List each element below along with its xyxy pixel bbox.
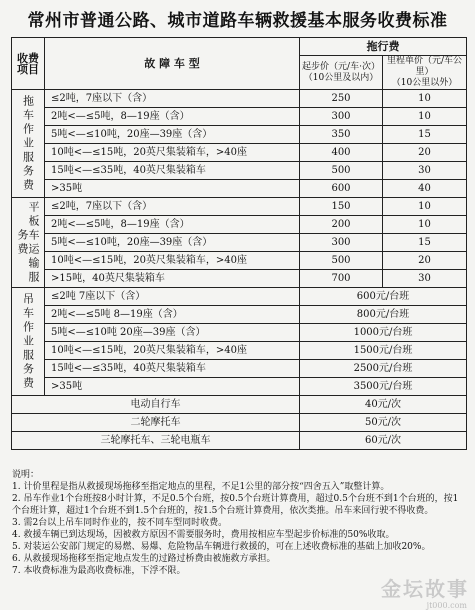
crane-fee: 1500元/台班 bbox=[300, 342, 467, 360]
tow-mile-price: 10 bbox=[383, 90, 467, 108]
note-3: 3. 需2台以上吊车同时作业的，按不同车型同时收费。 bbox=[12, 518, 228, 528]
tow-start-price: 350 bbox=[300, 126, 383, 144]
crane-type: ≤2吨 7座以下（含） bbox=[45, 288, 300, 306]
header-fault-type: 故 障 车 型 bbox=[45, 38, 300, 90]
tow-mile-price: 10 bbox=[383, 108, 467, 126]
other-type: 二轮摩托车 bbox=[12, 414, 300, 432]
crane-row bbox=[12, 378, 467, 396]
tow-mile-price: 15 bbox=[383, 126, 467, 144]
tow-type: ≤2吨，7座以下（含） bbox=[45, 90, 300, 108]
tow-type: 15吨<—≤35吨，40英尺集装箱车 bbox=[45, 162, 300, 180]
flatbed-type: 5吨<—≤10吨，20座—39座（含） bbox=[45, 234, 300, 252]
note-4: 4. 救援车辆已到达现场，因被救方原因不需要服务时，费用按相应车型起步价标准的50%收取。 bbox=[12, 530, 395, 540]
tow-row bbox=[12, 144, 467, 162]
flatbed-start-price: 300 bbox=[300, 234, 383, 252]
crane-row bbox=[12, 342, 467, 360]
other-row bbox=[12, 396, 467, 414]
notes-label: 说明： bbox=[12, 470, 40, 480]
tow-type: 5吨<—≤10吨，20座—39座（含） bbox=[45, 126, 300, 144]
page-title: 常州市普通公路、城市道路车辆救援基本服务收费标准 bbox=[27, 11, 448, 31]
other-type: 三轮摩托车、三轮电瓶车 bbox=[12, 432, 300, 450]
flatbed-row bbox=[12, 198, 467, 216]
other-fee: 40元/次 bbox=[300, 396, 467, 414]
flatbed-start-price: 700 bbox=[300, 270, 383, 288]
other-type: 电动自行车 bbox=[12, 396, 300, 414]
tow-row bbox=[12, 162, 467, 180]
tow-mile-price: 20 bbox=[383, 144, 467, 162]
flatbed-mile-price: 30 bbox=[383, 270, 467, 288]
flatbed-start-price: 150 bbox=[300, 198, 383, 216]
crane-row bbox=[12, 324, 467, 342]
header-item bbox=[12, 38, 45, 90]
flatbed-mile-price: 20 bbox=[383, 252, 467, 270]
header-mile-price-label: 里程单价（元/车公里） bbox=[386, 56, 463, 77]
flatbed-row bbox=[12, 216, 467, 234]
flatbed-type: >15吨，40英尺集装箱车 bbox=[45, 270, 300, 288]
flatbed-row bbox=[12, 252, 467, 270]
header-mile-price-sub: （10公里以外） bbox=[391, 78, 458, 88]
watermark-url: jt000.com bbox=[426, 601, 467, 610]
notes bbox=[12, 469, 464, 577]
crane-row bbox=[12, 360, 467, 378]
tow-row bbox=[12, 126, 467, 144]
category-tow-label: 拖车作业服务费 bbox=[21, 94, 35, 193]
category-crane-label: 吊车作业服务费 bbox=[21, 292, 35, 391]
flatbed-mile-price: 15 bbox=[383, 234, 467, 252]
tow-mile-price: 30 bbox=[383, 162, 467, 180]
note-5: 5. 对装运公安部门规定的易燃、易爆、危险物品车辆进行救援的，可在上述收费标准的基础上加收20%。 bbox=[12, 542, 431, 552]
flatbed-mile-price: 10 bbox=[383, 216, 467, 234]
tow-row bbox=[12, 90, 467, 108]
crane-row bbox=[12, 288, 467, 306]
tow-type: 10吨<—≤15吨，20英尺集装箱车，>40座 bbox=[45, 144, 300, 162]
header-item-text: 收费 项目 bbox=[17, 51, 39, 76]
note-1: 1. 计价里程是指从救援现场拖移至指定地点的里程，不足1公里的部分按“四舍五入”取整计算。 bbox=[12, 482, 390, 492]
note-2: 2. 吊车作业1个台班按8小时计算，不足0.5个台班，按0.5个台班计算费用，超过0.5个台班不到1个台班的，按1个台班计算，超过1个台班不到1.5个台班的，按1.5个台班计算费用，依次类推。吊车来回行驶不得收费。 bbox=[12, 494, 459, 516]
flatbed-start-price: 500 bbox=[300, 252, 383, 270]
flatbed-type: 10吨<—≤15吨，20英尺集装箱车，>40座 bbox=[45, 252, 300, 270]
crane-fee: 1000元/台班 bbox=[300, 324, 467, 342]
watermark-logo: 金坛故事 bbox=[381, 577, 469, 601]
crane-fee: 800元/台班 bbox=[300, 306, 467, 324]
flatbed-row bbox=[12, 270, 467, 288]
header-mile-price bbox=[383, 56, 467, 90]
crane-type: 5吨<—≤10吨 20座—39座（含） bbox=[45, 324, 300, 342]
header-start-price-label: 起步价（元/车·次） bbox=[302, 61, 380, 72]
header-tow-fee: 拖行费 bbox=[300, 38, 467, 56]
other-row bbox=[12, 414, 467, 432]
crane-type: 10吨<—≤15吨，20英尺集装箱车，>40座 bbox=[45, 342, 300, 360]
crane-type: 2吨<—≤5吨 8—19座（含） bbox=[45, 306, 300, 324]
category-flatbed bbox=[12, 198, 45, 288]
flatbed-row bbox=[12, 234, 467, 252]
tow-start-price: 250 bbox=[300, 90, 383, 108]
tow-mile-price: 40 bbox=[383, 180, 467, 198]
header-start-price-sub: （10公里及以内） bbox=[303, 72, 379, 83]
note-7: 7. 本收费标准为最高收费标准，下浮不限。 bbox=[12, 566, 186, 576]
tow-type: >35吨 bbox=[45, 180, 300, 198]
tow-row bbox=[12, 180, 467, 198]
category-flatbed-label: 平板车运输服务费 bbox=[16, 200, 40, 285]
crane-fee: 2500元/台班 bbox=[300, 360, 467, 378]
crane-fee: 600元/台班 bbox=[300, 288, 467, 306]
tow-start-price: 600 bbox=[300, 180, 383, 198]
category-crane bbox=[12, 288, 45, 396]
tow-row bbox=[12, 108, 467, 126]
crane-fee: 3500元/台班 bbox=[300, 378, 467, 396]
other-fee: 60元/次 bbox=[300, 432, 467, 450]
tow-start-price: 300 bbox=[300, 108, 383, 126]
flatbed-type: ≤2吨，7座以下（含） bbox=[45, 198, 300, 216]
tow-type: 2吨<—≤5吨，8—19座（含） bbox=[45, 108, 300, 126]
flatbed-type: 2吨<—≤5吨，8—19座（含） bbox=[45, 216, 300, 234]
tow-start-price: 400 bbox=[300, 144, 383, 162]
other-fee: 50元/次 bbox=[300, 414, 467, 432]
tow-start-price: 500 bbox=[300, 162, 383, 180]
category-tow bbox=[12, 90, 45, 198]
crane-type: 15吨<—≤35吨，40英尺集装箱车 bbox=[45, 360, 300, 378]
note-6: 6. 从救援现场拖移至指定地点发生的过路过桥费由被施救方承担。 bbox=[12, 554, 276, 564]
crane-type: >35吨 bbox=[45, 378, 300, 396]
other-row bbox=[12, 432, 467, 450]
fee-table bbox=[11, 37, 467, 450]
flatbed-start-price: 200 bbox=[300, 216, 383, 234]
crane-row bbox=[12, 306, 467, 324]
flatbed-mile-price: 10 bbox=[383, 198, 467, 216]
header-start-price bbox=[300, 56, 383, 90]
